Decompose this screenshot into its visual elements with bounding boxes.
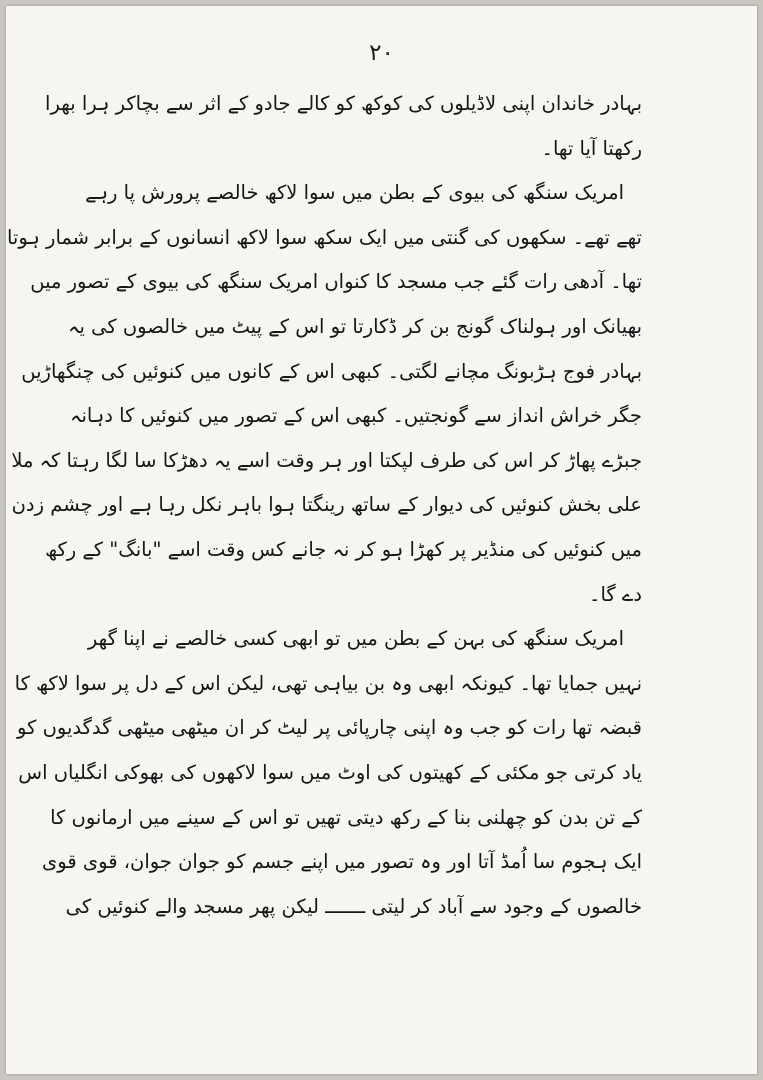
text-line: امریک سنگھ کی بیوی کے بطن میں سوا لاکھ خالصے پرورش پا رہے: [85, 181, 624, 205]
text-line: بھیانک اور ہولناک گونج بن کر ڈکارتا تو اس کے پیٹ میں خالصوں کی یہ: [68, 314, 642, 338]
book-page: [6, 6, 757, 1074]
text-line: بہادر فوج ہڑبونگ مچانے لگتی۔ کبھی اس کے کانوں میں کنوئیں کی چنگھاڑیں: [21, 359, 642, 383]
body-text: [6, 82, 642, 929]
text-line: امریک سنگھ کی بہن کے بطن میں تو ابھی کسی خالصے نے اپنا گھر: [87, 627, 624, 651]
text-line: میں کنوئیں کی منڈیر پر کھڑا ہو کر نہ جانے کس وقت اسے "بانگ" کے رکھ: [45, 537, 642, 561]
text-line: یاد کرتی جو مکئی کے کھیتوں کی اوٹ میں سوا لاکھوں کی بھوکی انگلیاں اس: [18, 760, 642, 784]
text-line: جبڑے پھاڑ کر اس کی طرف لپکتا اور ہر وقت اسے یہ دھڑکا سا لگا رہتا کہ ملا: [11, 448, 642, 472]
text-line: خالصوں کے وجود سے آباد کر لیتی ـــــــ لیکن پھر مسجد والے کنوئیں کی: [65, 894, 642, 918]
text-line: رکھتا آیا تھا۔: [541, 136, 642, 160]
text-line: کے تن بدن کو چھلنی بنا کے رکھ دیتی تھیں تو اس کے سینے میں ارمانوں کا: [50, 805, 642, 829]
text-line: جگر خراش انداز سے گونجتیں۔ کبھی اس کے تصور میں کنوئیں کا دہانہ: [70, 404, 642, 428]
text-line: تھا۔ آدھی رات گئے جب مسجد کا کنواں امریک سنگھ کی بیوی کے تصور میں: [30, 270, 642, 294]
text-line: قبضہ تھا رات کو جب وہ اپنی چارپائی پر لیٹ کر ان میٹھی میٹھی گدگدیوں کو: [17, 716, 642, 740]
text-line: علی بخش کنوئیں کی دیوار کے ساتھ رینگتا ہوا باہر نکل رہا ہے اور چشم زدن: [11, 493, 642, 517]
text-line: ایک ہجوم سا اُمڈ آتا اور وہ تصور میں اپنے جسم کو جوان جوان، قوی قوی: [42, 850, 642, 874]
page-number: ۲۰: [369, 40, 394, 66]
text-line: نہیں جمایا تھا۔ کیونکہ ابھی وہ بن بیاہی تھی، لیکن اس کے دل پر سوا لاکھ کا: [14, 671, 642, 695]
text-line: بہادر خاندان اپنی لاڈیلوں کی کوکھ کو کالے جادو کے اثر سے بچاکر ہرا بھرا: [45, 92, 642, 115]
text-line: تھے تھے۔ سکھوں کی گنتی میں ایک سکھ سوا لاکھ انسانوں کے برابر شمار ہوتا: [6, 225, 642, 249]
text-line: دے گا۔: [589, 582, 642, 606]
